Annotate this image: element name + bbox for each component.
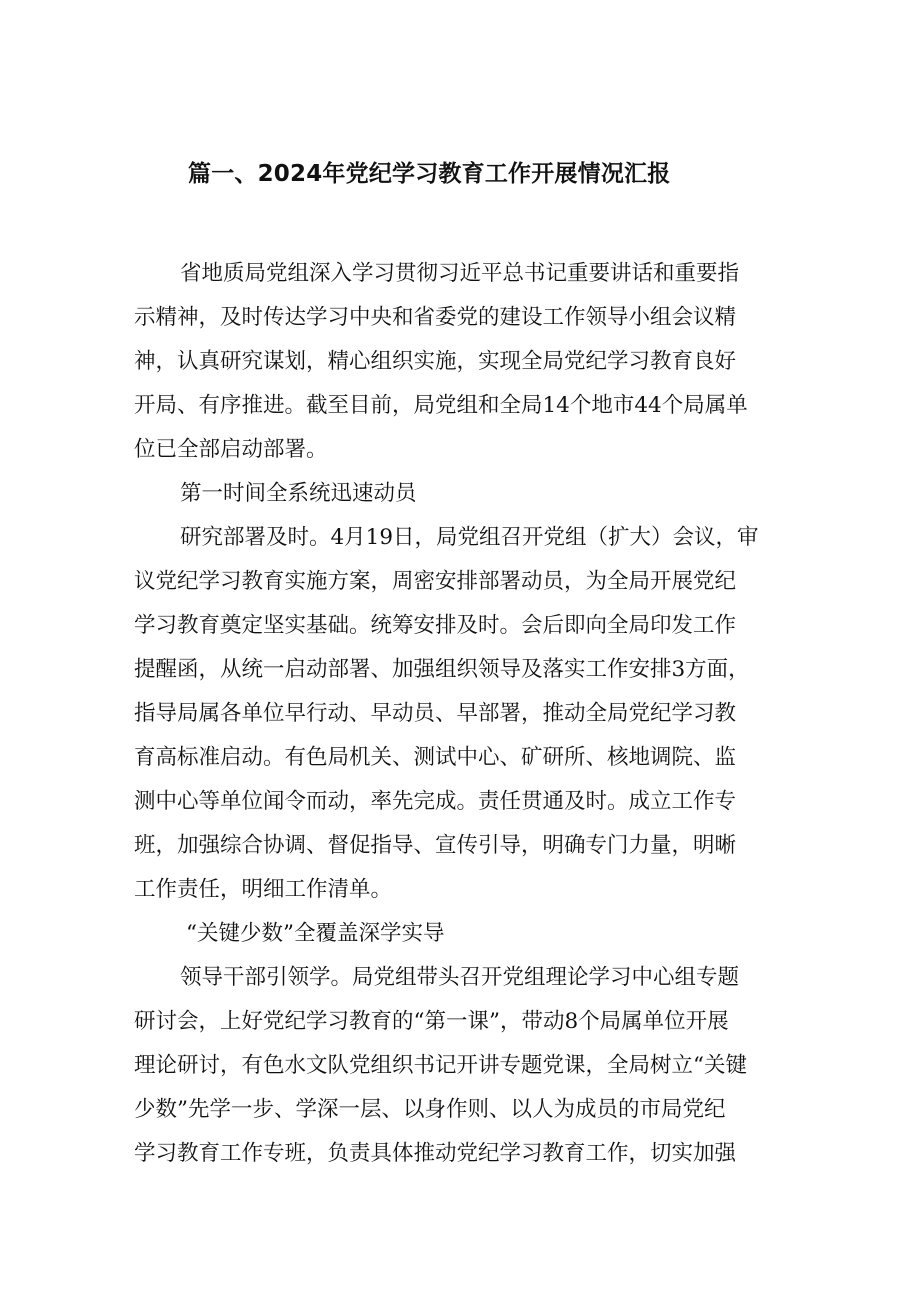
paragraph-line: 育高标准启动。有色局机关、测试中心、矿研所、核地调院、监 — [134, 745, 737, 770]
paragraph-line: 工作责任，明细工作清单。 — [134, 877, 393, 902]
paragraph-line: 学习教育奠定坚实基础。统筹安排及时。会后即向全局印发工作 — [134, 613, 737, 638]
paragraph-line: 领导干部引领学。局党组带头召开党组理论学习中心组专题 — [180, 965, 740, 990]
paragraph-line: 指导局属各单位早行动、早动员、早部署，推动全局党纪学习教 — [134, 701, 737, 726]
paragraph-line: 省地质局党组深入学习贯彻习近平总书记重要讲话和重要指 — [180, 261, 740, 286]
paragraph-line: 议党纪学习教育实施方案，周密安排部署动员，为全局开展党纪 — [134, 569, 737, 594]
paragraph-line: 提醒函，从统一启动部署、加强组织领导及落实工作安排3方面， — [134, 657, 750, 682]
paragraph-line: 研讨会，上好党纪学习教育的“第一课”，带动8个局属单位开展 — [134, 1009, 729, 1034]
paragraph-line: 理论研讨，有色水文队党组织书记开讲专题党课，全局树立“关键 — [134, 1053, 747, 1078]
paragraph-line: 示精神，及时传达学习中央和省委党的建设工作领导小组会议精 — [134, 305, 737, 330]
document-title: 篇一、2024年党纪学习教育工作开展情况汇报 — [188, 161, 671, 187]
paragraph-line: 研究部署及时。4月19日，局党组召开党组（扩大）会议，审 — [180, 525, 759, 550]
section-heading: “关键少数”全覆盖深学实导 — [186, 921, 445, 946]
paragraph-line: 班，加强综合协调、督促指导、宣传引导，明确专门力量，明晰 — [134, 833, 737, 858]
paragraph-line: 测中心等单位闻令而动，率先完成。责任贯通及时。成立工作专 — [134, 789, 737, 814]
paragraph-line: 学习教育工作专班，负责具体推动党纪学习教育工作，切实加强 — [134, 1141, 737, 1166]
paragraph-line: 开局、有序推进。截至目前，局党组和全局14个地市44个局属单 — [134, 393, 748, 418]
paragraph-line: 神，认真研究谋划，精心组织实施，实现全局党纪学习教育良好 — [134, 349, 737, 374]
paragraph-line: 位已全部启动部署。 — [134, 437, 328, 462]
paragraph-line: 少数”先学一步、学深一层、以身作则、以人为成员的市局党纪 — [134, 1097, 726, 1122]
section-heading: 第一时间全系统迅速动员 — [180, 481, 417, 506]
